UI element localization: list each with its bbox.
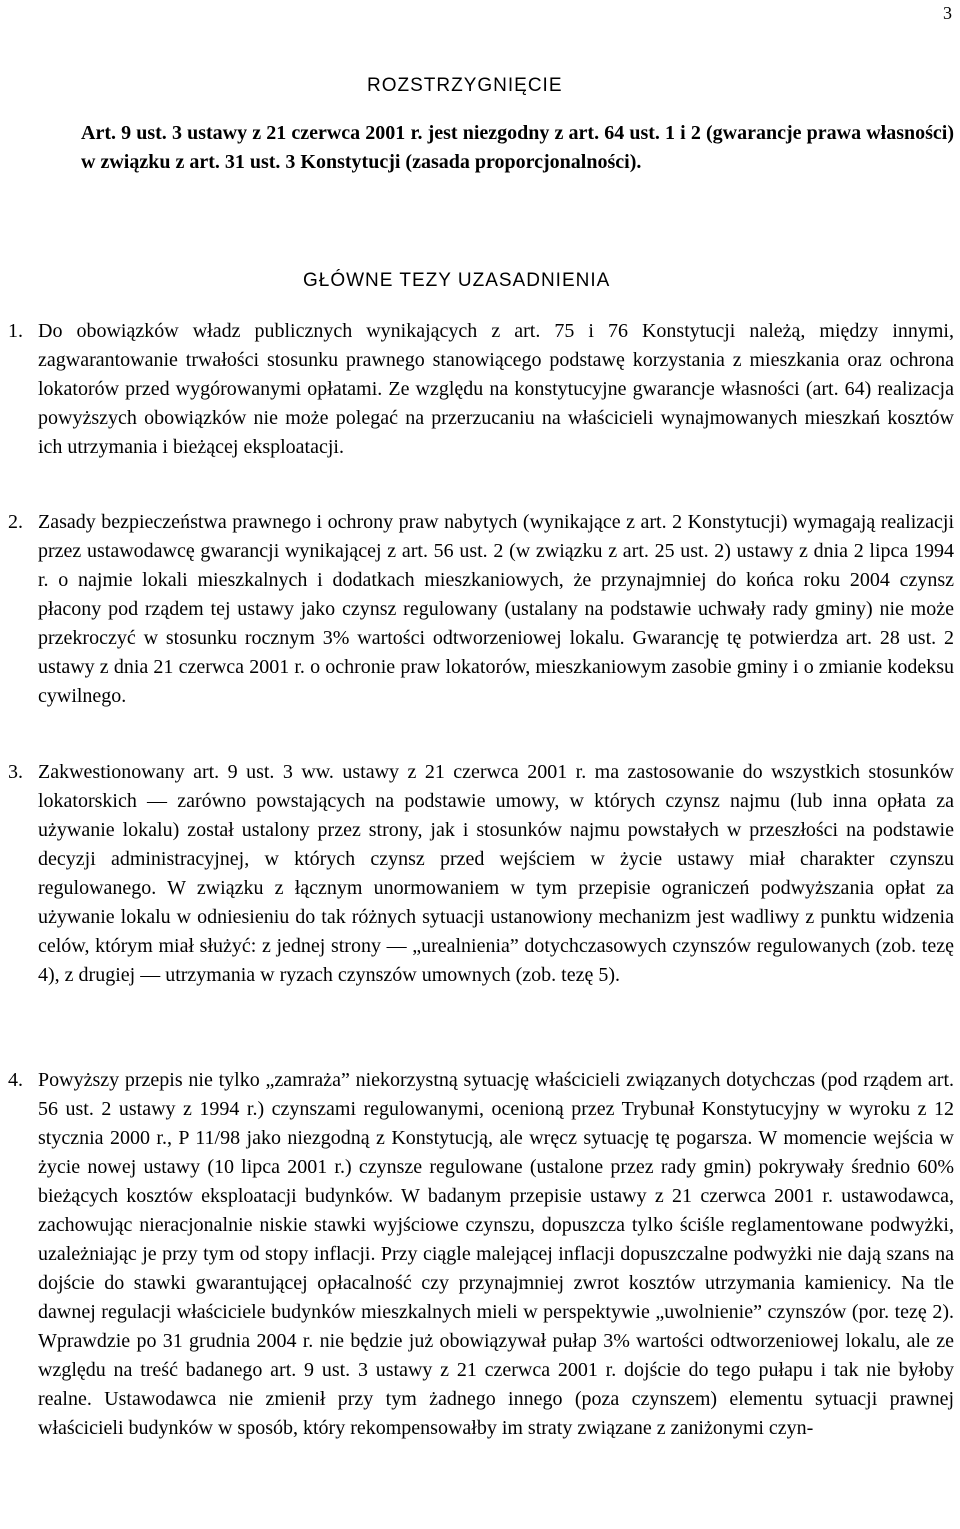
thesis-text: Powyższy przepis nie tylko „zamraża” niekorzystną sytuację właścicieli związanych dotychczas (pod rządem art. 56 ust. 2 ustawy z 1994 r.) czynszami regulowanymi, ocenioną przez Trybunał Konstytucyjny w wyroku z 12 stycznia 2000 r., P 11/98 jako niezgodną z Konstytucją, ale wręcz sytuację tę pogarsza. W momencie wejścia w życie nowej ustawy (10 lipca 2001 r.) czynsze regulowane (ustalone przez rady gmin) pokrywały średnio 60% bieżących kosztów eksploatacji budynków. W badanym przepisie ustawy z 21 czerwca 2001 r. ustawodawca, zachowując nieracjonalnie niskie stawki wyjściowe czynszu, dopuszcza tylko ściśle reglamentowane podwyżki, uzależniając je przy tym od stopy inflacji. Przy ciągle malejącej inflacji dopuszczalne podwyżki nie dają szans na dojście do stawki gwarantującej opłacalność czy przynajmniej zwrot kosztów utrzymania kamienicy. Na tle dawnej regulacji właściciele budynków mieszkalnych mieli w perspektywie „uwolnienie” czynszów (por. tezę 2). Wprawdzie po 31 grudnia 2004 r. nie będzie już obowiązywał pułap 3% wartości odtworzeniowej lokalu, ale ze względu na treść badanego art. 9 ust. 3 ustawy z 21 czerwca 2001 r. dojście do tego pułapu i tak nie byłoby realne. Ustawodawca nie zmienił przy tym żadnego innego (poza czynszem) elementu sytuacji prawnej właścicieli budynków w sposób, który rekompensowałby im straty związane z zaniżonymi czyn-	[38, 1069, 954, 1439]
ruling-text: Art. 9 ust. 3 ustawy z 21 czerwca 2001 r. jest niezgodny z art. 64 ust. 1 i 2 (gwarancje prawa własności) w związku z art. 31 ust. 3 Konstytucji (zasada proporcjonalności).	[81, 122, 954, 173]
thesis-2	[8, 508, 954, 711]
thesis-text: Do obowiązków władz publicznych wynikających z art. 75 i 76 Konstytucji należą, między innymi, zagwarantowanie trwałości stosunku prawnego stanowiącego podstawę korzystania z mieszkania oraz ochrona lokatorów przed wygórowanymi opłatami. Ze względu na konstytucyjne gwarancje własności (art. 64) realizacja powyższych obowiązków nie może polegać na przerzucaniu na właścicieli wynajmowanych mieszkań kosztów ich utrzymania i bieżącej eksploatacji.	[38, 320, 954, 458]
thesis-text: Zakwestionowany art. 9 ust. 3 ww. ustawy z 21 czerwca 2001 r. ma zastosowanie do wszystkich stosunków lokatorskich — zarówno powstających na podstawie umowy, w których czynsz najmu (lub inna opłata za używanie lokalu) został ustalony przez strony, jak i stosunków najmu powstałych w przeszłości na podstawie decyzji administracyjnej, w których czynsz przed wejściem w życie ustawy miał charakter czynszu regulowanego. W związku z łącznym unormowaniem w tym przepisie ograniczeń podwyższania opłat za używanie lokalu w odniesieniu do tak różnych sytuacji ustanowiony mechanizm jest wadliwy z punktu widzenia celów, którym miał służyć: z jednej strony — „urealnienia” dotychczasowych czynszów regulowanych (zob. tezę 4), z drugiej — utrzymania w ryzach czynszów umownych (zob. tezę 5).	[38, 761, 954, 986]
ruling-heading: ROZSTRZYGNIĘCIE	[367, 75, 563, 96]
thesis-number: 1.	[8, 320, 23, 342]
thesis-1	[8, 317, 954, 462]
thesis-number: 2.	[8, 511, 23, 533]
thesis-4	[8, 1066, 954, 1443]
thesis-3	[8, 758, 954, 990]
thesis-number: 3.	[8, 761, 23, 783]
thesis-number: 4.	[8, 1069, 23, 1091]
theses-heading: GŁÓWNE TEZY UZASADNIENIA	[303, 270, 611, 291]
thesis-text: Zasady bezpieczeństwa prawnego i ochrony praw nabytych (wynikające z art. 2 Konstytucji) wymagają realizacji przez ustawodawcę gwarancji wynikającej z art. 56 ust. 2 (w związku z art. 25 ust. 2) ustawy z dnia 2 lipca 1994 r. o najmie lokali mieszkalnych i dodatkach mieszkaniowych, że przynajmniej do końca roku 2004 czynsz płacony pod rządem tej ustawy jako czynsz regulowany (ustalany na podstawie uchwały rady gminy) nie może przekroczyć w stosunku rocznym 3% wartości odtworzeniowej lokalu. Gwarancję tę potwierdza art. 28 ust. 2 ustawy z dnia 21 czerwca 2001 r. o ochronie praw lokatorów, mieszkaniowym zasobie gminy i o zmianie kodeksu cywilnego.	[38, 511, 954, 707]
page-number: 3	[943, 3, 952, 23]
